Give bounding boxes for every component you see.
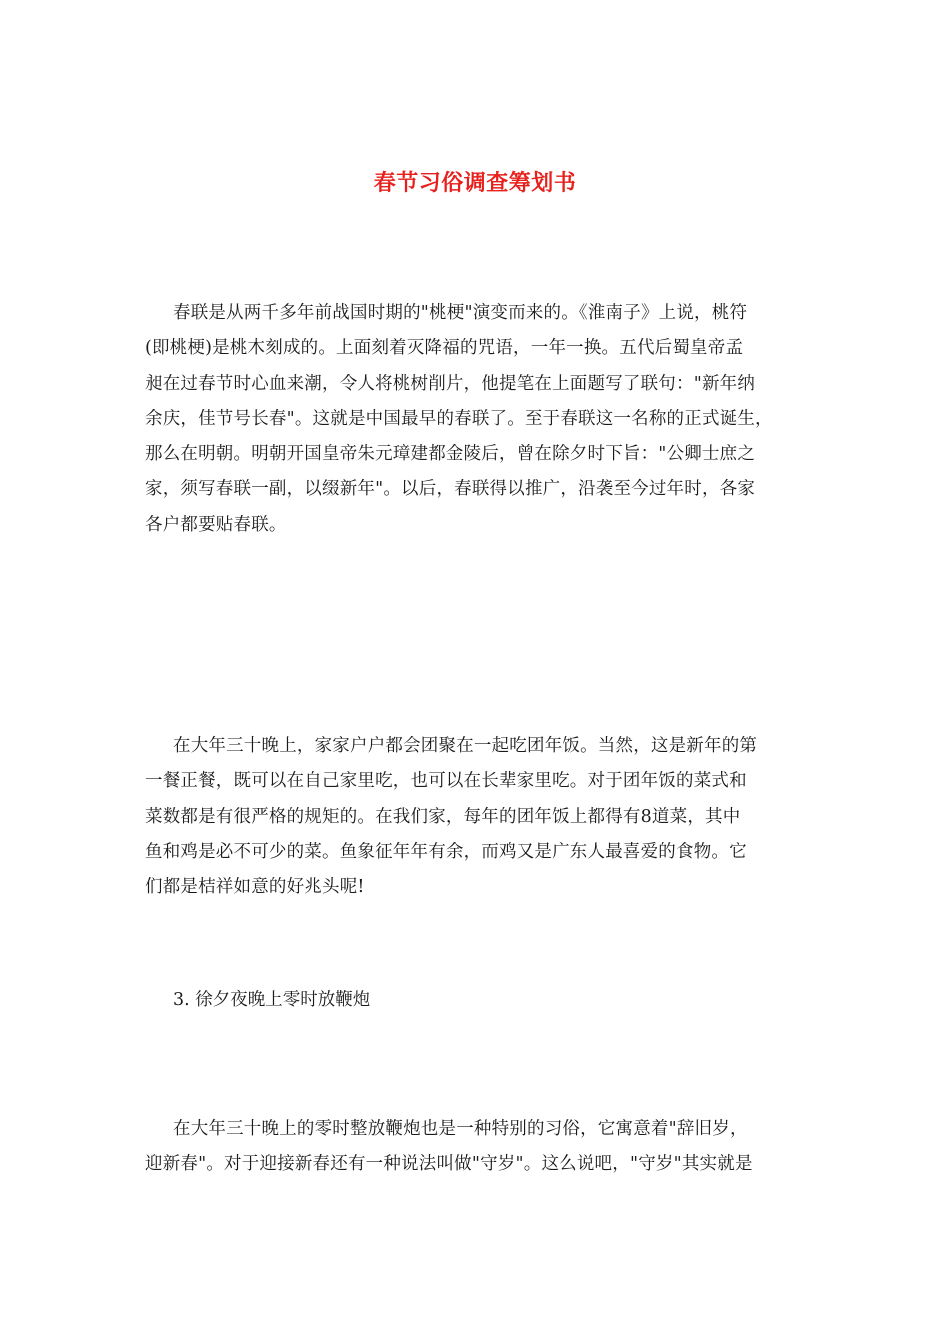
paragraph-line: 迎新春"。对于迎接新春还有一种说法叫做"守岁"。这么说吧，"守岁"其实就是 (145, 1154, 753, 1175)
document-title: 春节习俗调查筹划书 (373, 169, 577, 196)
paragraph-reunion-dinner (145, 729, 825, 905)
paragraph-line: 菜数都是有很严格的规矩的。在我们家，每年的团年饭上都得有8道菜，其中 (145, 806, 741, 827)
paragraph-line: 各户都要贴春联。 (145, 514, 287, 535)
paragraph-line: 在大年三十晚上的零时整放鞭炮也是一种特别的习俗，它寓意着"辞旧岁， (173, 1119, 748, 1139)
paragraph-line: 在大年三十晚上，家家户户都会团聚在一起吃团年饭。当然，这是新年的第 (173, 736, 758, 756)
paragraph-line: 家，须写春联一副，以缀新年"。以后，春联得以推广，沿袭至今过年时，各家 (145, 479, 756, 500)
paragraph-firecrackers (145, 1112, 825, 1183)
paragraph-line: 们都是桔祥如意的好兆头呢! (145, 877, 365, 898)
paragraph-line: 那么在明朝。明朝开国皇帝朱元璋建都金陵后，曾在除夕时下旨："公卿士庶之 (145, 444, 756, 465)
paragraph-spring-couplets (145, 296, 825, 543)
paragraph-line: (即桃梗)是桃木刻成的。上面刻着灭降福的咒语，一年一换。五代后蜀皇帝孟 (145, 338, 744, 359)
section-heading: 3. 徐夕夜晚上零时放鞭炮 (173, 990, 371, 1010)
paragraph-line: 余庆，佳节号长春"。这就是中国最早的春联了。至于春联这一名称的正式诞生， (145, 408, 773, 429)
paragraph-line: 一餐正餐，既可以在自己家里吃，也可以在长辈家里吃。对于团年饭的菜式和 (145, 771, 747, 792)
paragraph-line: 鱼和鸡是必不可少的菜。鱼象征年年有余，而鸡又是广东人最喜爱的食物。它 (145, 841, 747, 862)
paragraph-line: 春联是从两千多年前战国时期的"桃梗"演变而来的。《淮南子》上说，桃符 (173, 303, 748, 323)
paragraph-line: 昶在过春节时心血来潮，令人将桃树削片，他提笔在上面题写了联句："新年纳 (145, 373, 756, 394)
